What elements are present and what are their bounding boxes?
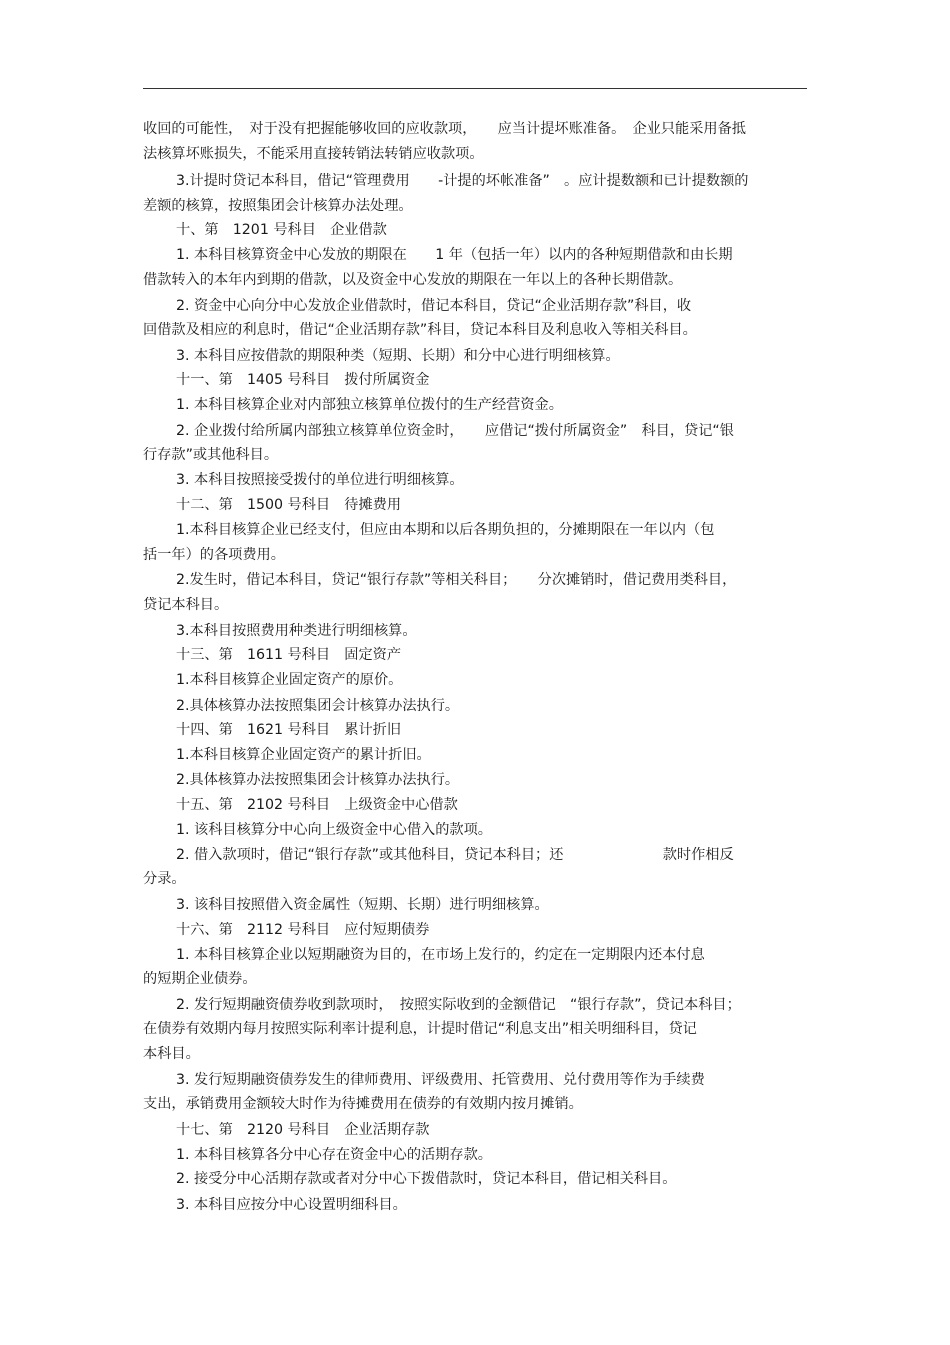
text-line: 2.具体核算办法按照集团会计核算办法执行。 xyxy=(176,772,460,788)
text-line: 1. 本科目核算企业对内部独立核算单位拨付的生产经营资金。 xyxy=(176,397,563,413)
section-heading: 十六、第 2112 号科目 应付短期债券 xyxy=(176,922,430,938)
text-line: 1.本科目核算企业固定资产的原价。 xyxy=(176,672,403,688)
text-line: 2. 接受分中心活期存款或者对分中心下拨借款时，贷记本科目，借记相关科目。 xyxy=(176,1171,677,1187)
section-heading: 十五、第 2102 号科目 上级资金中心借款 xyxy=(176,797,458,813)
text-line: 在债券有效期内每月按照实际利率计提利息，计提时借记“利息支出”相关明细科目，贷记 xyxy=(143,1021,697,1037)
text-line: 法核算坏账损失，不能采用直接转销法转销应收款项。 xyxy=(143,146,484,162)
section-heading: 十一、第 1405 号科目 拨付所属资金 xyxy=(176,372,430,388)
text-line: 收回的可能性， 对于没有把握能够收回的应收款项， 应当计提坏账准备。 企业只能采用备抵 xyxy=(143,121,746,137)
text-line: 1. 本科目核算各分中心存在资金中心的活期存款。 xyxy=(176,1147,492,1163)
text-line: 3. 该科目按照借入资金属性（短期、长期）进行明细核算。 xyxy=(176,897,549,913)
text-line: 3.计提时贷记本科目，借记“管理费用 -计提的坏帐准备” 。应计提数额和已计提数额的 xyxy=(176,173,749,189)
text-line: 2. 借入款项时，借记“银行存款”或其他科目，贷记本科目；还 款时作相反 xyxy=(176,847,734,863)
text-line: 分录。 xyxy=(143,871,186,887)
text-line: 1. 该科目核算分中心向上级资金中心借入的款项。 xyxy=(176,822,492,838)
text-line: 3. 发行短期融资债券发生的律师费用、评级费用、托管费用、兑付费用等作为手续费 xyxy=(176,1072,705,1088)
text-line: 3. 本科目应按分中心设置明细科目。 xyxy=(176,1197,407,1213)
section-heading: 十、第 1201 号科目 企业借款 xyxy=(176,222,387,238)
text-line: 本科目。 xyxy=(143,1046,200,1062)
text-line: 3. 本科目应按借款的期限种类（短期、长期）和分中心进行明细核算。 xyxy=(176,348,620,364)
text-line: 2. 企业拨付给所属内部独立核算单位资金时， 应借记“拨付所属资金” 科目，贷记“银 xyxy=(176,423,734,439)
section-heading: 十四、第 1621 号科目 累计折旧 xyxy=(176,722,402,738)
text-line: 1.本科目核算企业已经支付，但应由本期和以后各期负担的，分摊期限在一年以内（包 xyxy=(176,522,715,538)
text-line: 2. 资金中心向分中心发放企业借款时，借记本科目，贷记“企业活期存款”科目，收 xyxy=(176,298,692,314)
text-line: 借款转入的本年内到期的借款，以及资金中心发放的期限在一年以上的各种长期借款。 xyxy=(143,272,683,288)
text-line: 2. 发行短期融资债券收到款项时， 按照实际收到的金额借记 “银行存款”，贷记本科目； xyxy=(176,997,741,1013)
text-line: 回借款及相应的利息时，借记“企业活期存款”科目，贷记本科目及利息收入等相关科目。 xyxy=(143,322,697,338)
text-line: 1. 本科目核算企业以短期融资为目的，在市场上发行的，约定在一定期限内还本付息 xyxy=(176,947,705,963)
text-line: 1. 本科目核算资金中心发放的期限在 1 年（包括一年）以内的各种短期借款和由长期 xyxy=(176,247,733,263)
section-heading: 十三、第 1611 号科目 固定资产 xyxy=(176,647,402,663)
header-rule xyxy=(143,88,807,89)
text-line: 2.发生时，借记本科目，贷记“银行存款”等相关科目； 分次摊销时，借记费用类科目， xyxy=(176,572,737,588)
text-line: 2.具体核算办法按照集团会计核算办法执行。 xyxy=(176,698,460,714)
text-line: 括一年）的各项费用。 xyxy=(143,547,285,563)
text-line: 支出，承销费用金额较大时作为待摊费用在债券的有效期内按月摊销。 xyxy=(143,1096,583,1112)
text-line: 差额的核算，按照集团会计核算办法处理。 xyxy=(143,198,413,214)
text-line: 贷记本科目。 xyxy=(143,597,229,613)
text-line: 3. 本科目按照接受拨付的单位进行明细核算。 xyxy=(176,472,464,488)
text-line: 行存款”或其他科目。 xyxy=(143,447,279,463)
text-line: 的短期企业债券。 xyxy=(143,971,257,987)
section-heading: 十七、第 2120 号科目 企业活期存款 xyxy=(176,1122,430,1138)
text-line: 1.本科目核算企业固定资产的累计折旧。 xyxy=(176,747,431,763)
section-heading: 十二、第 1500 号科目 待摊费用 xyxy=(176,497,402,513)
text-line: 3.本科目按照费用种类进行明细核算。 xyxy=(176,623,417,639)
